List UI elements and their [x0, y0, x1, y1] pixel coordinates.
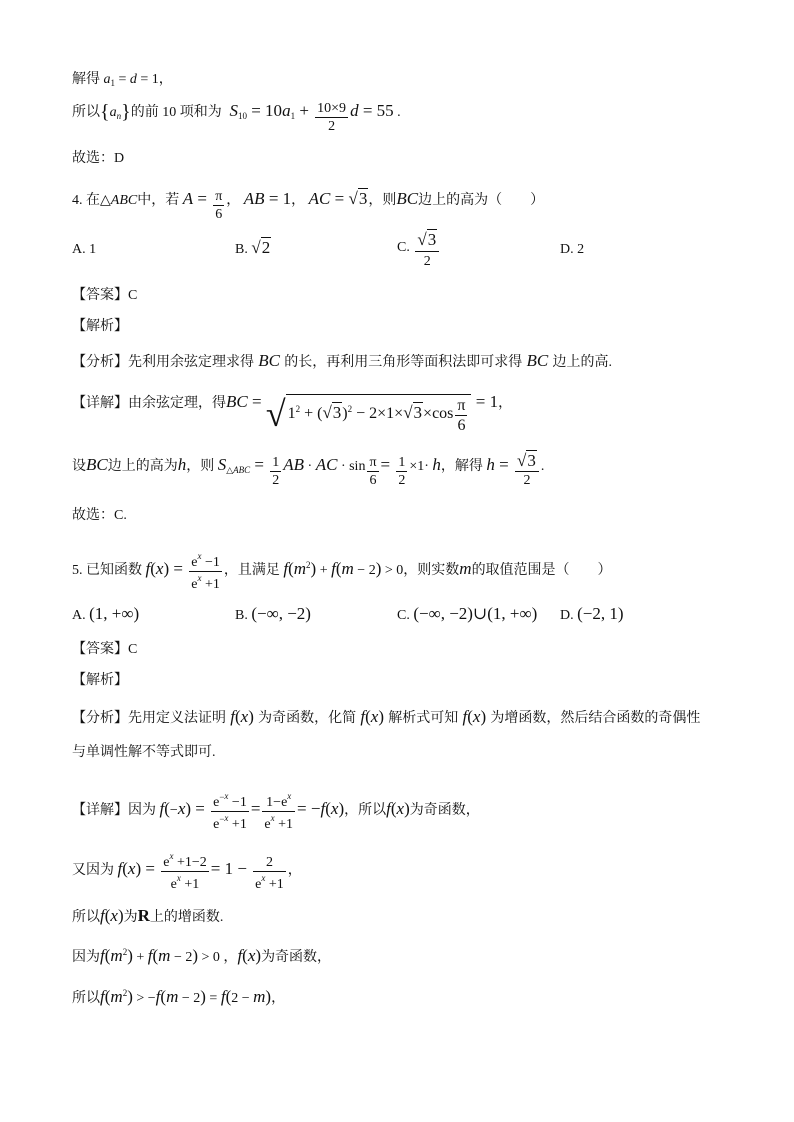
q4-stem: 4. 在△ABC中，若 A = $\frac{\pi}{6}$ ， AB = 1， AC = √3，则BC边上的高为（ ）	[72, 189, 545, 222]
q5-option-b: B. (−∞, −2)	[235, 604, 311, 623]
q3-solve-line: 解得 $a_1 = d = 1$，	[72, 72, 173, 88]
q4-final: 故选：C.	[72, 508, 127, 523]
q3-sum-line: 所以$\{a_n\}$的前 10 项和为 $S_{10} = 10a_1$ + $\frac{10\times 9}{2}$ d = 55 .	[72, 101, 401, 134]
q4-answer: 【答案】C	[72, 288, 138, 303]
q4-height: 设BC边上的高为h，则 $S_{\triangle ABC}$ = $\frac{1}{2}$ AB · AC · sin $\frac{\pi}{6}$ = $\frac{1}{2}$ ×1· h，解得 h = $\frac{√3}{2}$ .	[72, 451, 545, 488]
q4-radical: √ $1^2 + (√3)^2 - 2\times 1\times√3\times\cos$ $\frac{\pi}{6}$	[266, 394, 472, 434]
q5-again: 又因为 f(x) = $\frac{e^x +1-2}{e^x +1}$ = 1 − $\frac{2}{e^x +1}$ ，	[72, 851, 302, 892]
q5-answer: 【答案】C	[72, 642, 138, 657]
q5-increasing: 所以f(x)为R上的增函数.	[72, 906, 224, 925]
q5-option-d: D. (−2, 1)	[560, 604, 624, 623]
q4-option-d: D. 2	[560, 242, 585, 257]
q4-fenxi: 【分析】先利用余弦定理求得 BC 的长，再利用三角形等面积法即可求得 BC 边上的高.	[72, 351, 612, 370]
q5-fenxi-1: 【分析】先用定义法证明 f(x) 为奇函数，化简 f(x) 解析式可知 f(x) 为增函数，然后结合函数的奇偶性	[72, 707, 701, 726]
q4-option-a: A. 1	[72, 242, 97, 257]
q5-because: 因为$f(m^2) + f(m - 2) > 0$ ，f(x)为奇函数，	[72, 946, 332, 965]
q5-fenxi-2: 与单调性解不等式即可.	[72, 745, 216, 760]
q4-option-c: C. $\frac{√3}{2}$	[397, 230, 441, 270]
q5-option-a: A. (1, +∞)	[72, 604, 140, 623]
q3-answer: 故选：D	[72, 151, 125, 166]
q5-option-c: C. (−∞, −2)∪(1, +∞)	[397, 604, 538, 623]
q5-detail: 【详解】因为 f(−x) = $\frac{e^{-x} -1}{e^{-x} +1}$ = $\frac{1-e^x}{e^x +1}$ = −f(x)，所以f(x)为奇函数，	[72, 791, 480, 832]
q4-option-b: B. √2	[235, 238, 271, 257]
q4-analysis-tag: 【解析】	[72, 319, 128, 334]
q4-detail: 【详解】由余弦定理，得BC = √ $1^2 + (√3)^2 - 2\times 1\times√3\times\cos$ $\frac{\pi}{6}$ = 1，	[72, 392, 513, 434]
q5-so: 所以$f(m^2) > -f(m - 2) = f(2 - m)$，	[72, 987, 286, 1006]
q3-fraction: $\frac{10\times 9}{2}$	[317, 101, 347, 134]
q5-analysis-tag: 【解析】	[72, 673, 128, 688]
q5-stem: 5. 已知函数 f(x) = $\frac{e^x -1}{e^x +1}$ ，且满足 $f(m^2) + f(m - 2) > 0$，则实数m的取值范围是（ ）	[72, 551, 612, 592]
